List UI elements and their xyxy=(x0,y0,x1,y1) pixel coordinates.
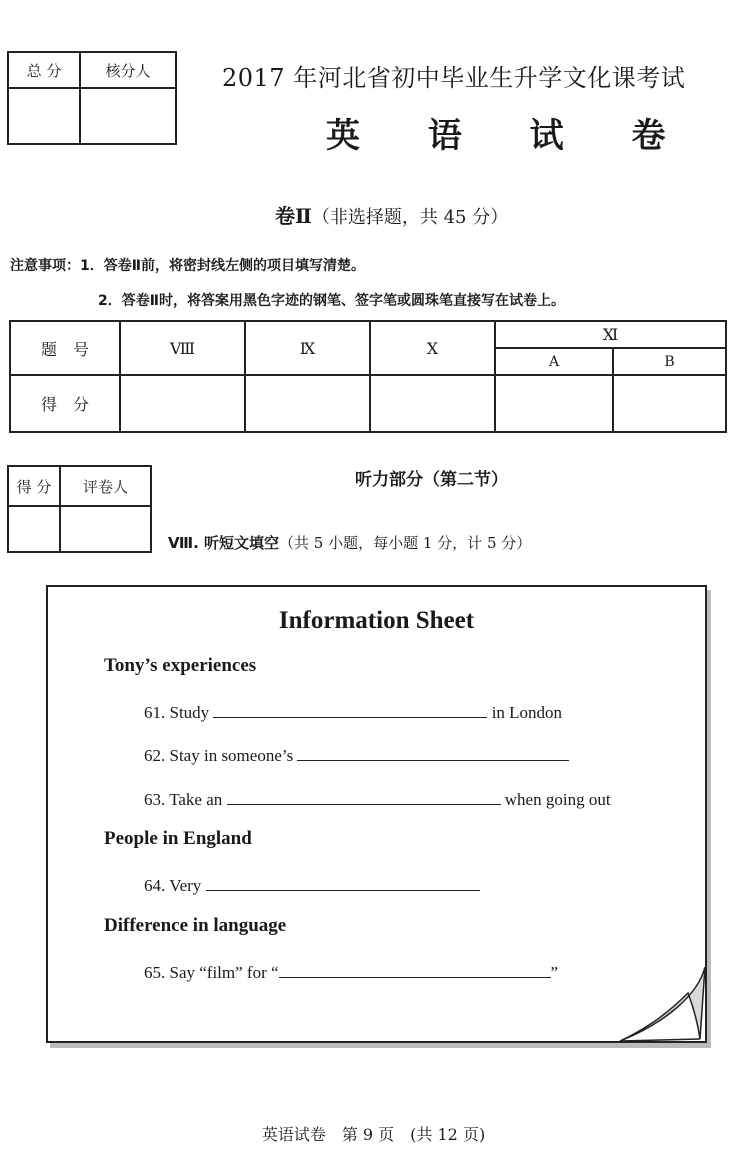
q65-blank[interactable] xyxy=(279,961,551,978)
q64-blank[interactable] xyxy=(206,874,480,891)
col-viii: Ⅷ xyxy=(120,321,245,375)
total-score-box xyxy=(7,51,177,145)
score-cell-ix[interactable] xyxy=(245,375,370,432)
col-xi-a: A xyxy=(495,348,613,375)
heading-people-in-england: People in England xyxy=(104,828,252,849)
score-cell-xi-b[interactable] xyxy=(613,375,726,432)
checker-cell[interactable] xyxy=(80,88,176,144)
score-row-label: 得 分 xyxy=(10,375,120,432)
q62-text: 62. Stay in someone’s xyxy=(144,746,294,765)
exam-title: 2017 年河北省初中毕业生升学文化课考试 xyxy=(222,64,686,92)
subject-title: 英 语 试 卷 xyxy=(326,116,694,156)
question-63 xyxy=(144,788,611,810)
total-score-label: 总 分 xyxy=(8,52,80,88)
heading-tonys-experiences: Tony’s experiences xyxy=(104,655,257,676)
q62-blank[interactable] xyxy=(297,744,569,761)
q61-blank[interactable] xyxy=(213,701,487,718)
notice-item-2: 2．答卷Ⅱ时，将答案用黑色字迹的钢笔、签字笔或圆珠笔直接写在试卷上。 xyxy=(98,293,565,309)
col-ix: Ⅸ xyxy=(245,321,370,375)
page-footer: 英语试卷 第 9 页 (共 12 页) xyxy=(261,1125,486,1144)
col-xi: Ⅺ xyxy=(495,321,726,348)
q61-text: 61. Study xyxy=(144,703,210,722)
score-cell-xi-a[interactable] xyxy=(495,375,613,432)
grader-box xyxy=(7,465,152,553)
sheet-title: Information Sheet xyxy=(278,607,475,634)
question-no-label: 题 号 xyxy=(10,321,120,375)
information-sheet xyxy=(46,585,707,1043)
col-xi-b: B xyxy=(613,348,726,375)
notice-line-1 xyxy=(10,255,365,275)
grader-score-label: 得 分 xyxy=(8,466,60,506)
checker-label: 核分人 xyxy=(80,52,176,88)
q61-suffix: in London xyxy=(491,703,563,722)
volume-note: （非选择题，共 45 分） xyxy=(311,207,509,228)
q65-text: 65. Say “film” for “ xyxy=(144,963,279,982)
volume-label: 卷Ⅱ xyxy=(275,204,312,228)
notice-label: 注意事项： xyxy=(10,258,80,274)
question-64 xyxy=(144,874,480,896)
q63-suffix: when going out xyxy=(504,790,611,809)
part-note: （共 5 小题，每小题 1 分，计 5 分） xyxy=(279,534,532,552)
grader-name-cell[interactable] xyxy=(60,506,151,552)
question-62 xyxy=(144,744,569,766)
q64-text: 64. Very xyxy=(144,876,202,895)
grader-label: 评卷人 xyxy=(60,466,151,506)
volume-heading xyxy=(275,200,508,229)
notice-item-1: 1．答卷Ⅱ前，将密封线左侧的项目填写清楚。 xyxy=(80,258,365,274)
total-score-cell[interactable] xyxy=(8,88,80,144)
score-table xyxy=(9,320,727,433)
heading-difference-in-language: Difference in language xyxy=(104,915,287,936)
q63-blank[interactable] xyxy=(227,788,501,805)
part-heading xyxy=(168,532,531,553)
col-x: Ⅹ xyxy=(370,321,495,375)
q65-suffix: ” xyxy=(550,963,559,982)
q63-text: 63. Take an xyxy=(144,790,223,809)
page-curl-decoration xyxy=(610,965,710,1049)
part-label: Ⅷ. 听短文填空 xyxy=(168,534,280,552)
score-cell-viii[interactable] xyxy=(120,375,245,432)
section-title: 听力部分（第二节） xyxy=(355,470,508,490)
score-cell-x[interactable] xyxy=(370,375,495,432)
question-65 xyxy=(144,961,558,983)
grader-score-cell[interactable] xyxy=(8,506,60,552)
question-61 xyxy=(144,701,562,723)
